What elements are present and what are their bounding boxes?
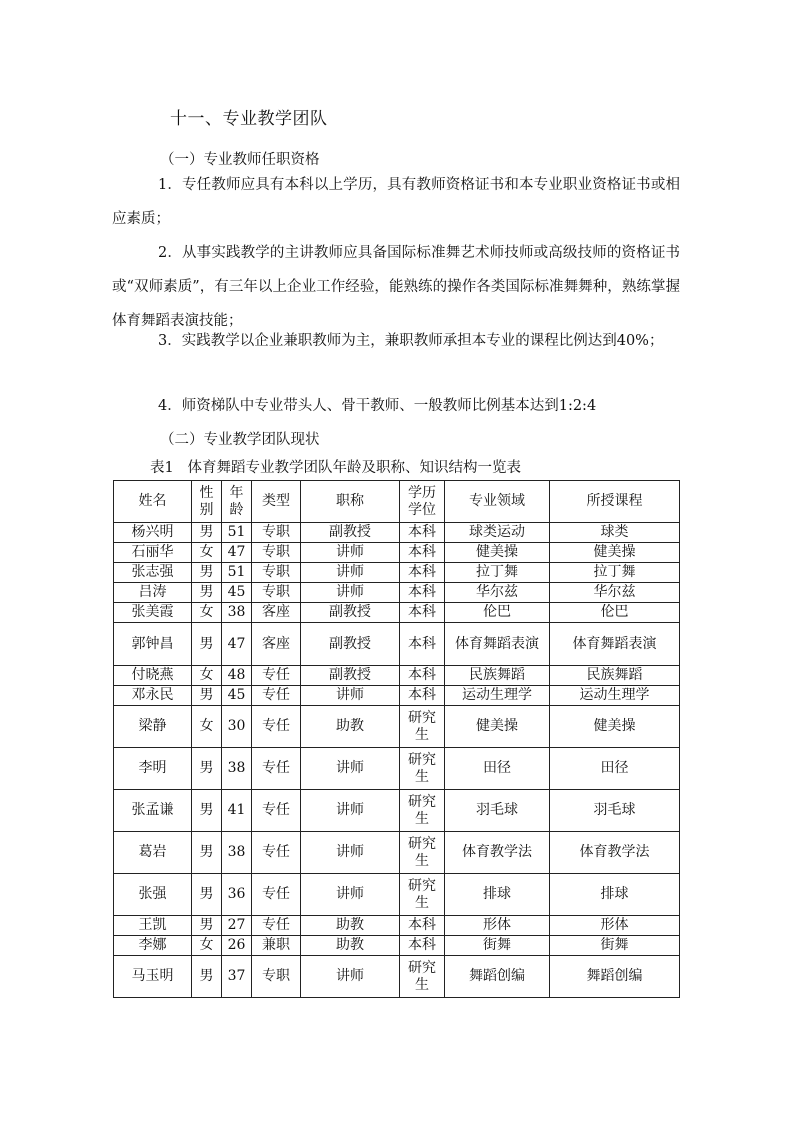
cell-title: 副教授 [301, 623, 400, 666]
cell-title: 助教 [301, 936, 400, 956]
cell-age: 38 [222, 832, 252, 874]
cell-type: 专任 [252, 666, 301, 686]
table-caption: 表1 体育舞蹈专业教学团队年龄及职称、知识结构一览表 [150, 460, 522, 476]
cell-title: 助教 [301, 706, 400, 748]
cell-title: 讲师 [301, 563, 400, 583]
cell-type: 专任 [252, 832, 301, 874]
cell-courses: 街舞 [550, 936, 680, 956]
cell-age: 27 [222, 916, 252, 936]
cell-age: 48 [222, 666, 252, 686]
cell-name: 付晓燕 [114, 666, 192, 686]
cell-courses: 羽毛球 [550, 790, 680, 832]
cell-name: 张孟谦 [114, 790, 192, 832]
cell-courses: 体育舞蹈表演 [550, 623, 680, 666]
cell-gender: 男 [192, 916, 222, 936]
cell-gender: 男 [192, 832, 222, 874]
cell-title: 讲师 [301, 748, 400, 790]
cell-age: 37 [222, 956, 252, 998]
cell-field: 民族舞蹈 [445, 666, 550, 686]
column-header-type: 类型 [252, 481, 301, 523]
table-row [114, 563, 680, 583]
cell-title: 讲师 [301, 874, 400, 916]
cell-field: 拉丁舞 [445, 563, 550, 583]
cell-degree: 研究生 [400, 956, 445, 998]
cell-gender: 女 [192, 706, 222, 748]
table-row [114, 832, 680, 874]
cell-field: 形体 [445, 916, 550, 936]
cell-age: 51 [222, 563, 252, 583]
qualification-item-3: 3．实践教学以企业兼职教师为主，兼职教师承担本专业的课程比例达到40%； [158, 333, 664, 349]
table-row [114, 523, 680, 543]
column-header-name: 姓名 [114, 481, 192, 523]
qualification-item-1: 1．专任教师应具有本科以上学历，具有教师资格证书和本专业职业资格证书或相应素质； [112, 177, 680, 227]
table-row [114, 623, 680, 666]
cell-title: 副教授 [301, 603, 400, 623]
column-header-degree: 学历学位 [400, 481, 445, 523]
subsection-qualifications-title: （一）专业教师任职资格 [160, 152, 320, 168]
cell-courses: 华尔兹 [550, 583, 680, 603]
cell-gender: 女 [192, 936, 222, 956]
cell-field: 伦巴 [445, 603, 550, 623]
cell-courses: 体育教学法 [550, 832, 680, 874]
cell-title: 副教授 [301, 666, 400, 686]
cell-field: 健美操 [445, 706, 550, 748]
cell-gender: 男 [192, 686, 222, 706]
cell-age: 51 [222, 523, 252, 543]
cell-name: 吕涛 [114, 583, 192, 603]
cell-name: 郭钟昌 [114, 623, 192, 666]
cell-type: 专任 [252, 748, 301, 790]
cell-gender: 女 [192, 543, 222, 563]
cell-name: 杨兴明 [114, 523, 192, 543]
table-row [114, 956, 680, 998]
cell-type: 专任 [252, 790, 301, 832]
cell-gender: 女 [192, 603, 222, 623]
cell-type: 兼职 [252, 936, 301, 956]
cell-courses: 舞蹈创编 [550, 956, 680, 998]
cell-title: 讲师 [301, 832, 400, 874]
cell-type: 专职 [252, 543, 301, 563]
cell-field: 球类运动 [445, 523, 550, 543]
cell-type: 专任 [252, 706, 301, 748]
cell-courses: 伦巴 [550, 603, 680, 623]
cell-name: 邓永民 [114, 686, 192, 706]
cell-courses: 拉丁舞 [550, 563, 680, 583]
cell-degree: 研究生 [400, 832, 445, 874]
cell-degree: 研究生 [400, 874, 445, 916]
cell-field: 健美操 [445, 543, 550, 563]
cell-gender: 男 [192, 748, 222, 790]
cell-degree: 本科 [400, 603, 445, 623]
cell-name: 石丽华 [114, 543, 192, 563]
cell-age: 45 [222, 686, 252, 706]
cell-title: 讲师 [301, 686, 400, 706]
cell-type: 专职 [252, 563, 301, 583]
cell-courses: 民族舞蹈 [550, 666, 680, 686]
cell-title: 讲师 [301, 543, 400, 563]
cell-degree: 研究生 [400, 748, 445, 790]
cell-type: 客座 [252, 603, 301, 623]
subsection-team-status-title: （二）专业教学团队现状 [160, 432, 320, 448]
cell-degree: 本科 [400, 583, 445, 603]
cell-type: 专任 [252, 686, 301, 706]
table-header-row [114, 481, 680, 523]
cell-type: 专职 [252, 523, 301, 543]
cell-type: 专任 [252, 916, 301, 936]
qualification-item-4: 4．师资梯队中专业带头人、骨干教师、一般教师比例基本达到1:2:4 [158, 398, 597, 414]
table-row [114, 583, 680, 603]
cell-type: 客座 [252, 623, 301, 666]
cell-title: 讲师 [301, 956, 400, 998]
cell-courses: 形体 [550, 916, 680, 936]
table-row [114, 874, 680, 916]
cell-age: 30 [222, 706, 252, 748]
cell-name: 张美霞 [114, 603, 192, 623]
cell-title: 助教 [301, 916, 400, 936]
cell-degree: 研究生 [400, 706, 445, 748]
cell-age: 38 [222, 748, 252, 790]
cell-field: 体育舞蹈表演 [445, 623, 550, 666]
cell-age: 47 [222, 623, 252, 666]
cell-gender: 男 [192, 623, 222, 666]
cell-degree: 本科 [400, 666, 445, 686]
cell-name: 葛岩 [114, 832, 192, 874]
cell-degree: 本科 [400, 623, 445, 666]
cell-name: 张志强 [114, 563, 192, 583]
cell-field: 羽毛球 [445, 790, 550, 832]
cell-title: 讲师 [301, 790, 400, 832]
section-title: 十一、专业教学团队 [170, 109, 328, 129]
cell-age: 45 [222, 583, 252, 603]
cell-type: 专职 [252, 583, 301, 603]
table-row [114, 706, 680, 748]
table-row [114, 543, 680, 563]
cell-age: 38 [222, 603, 252, 623]
cell-courses: 运动生理学 [550, 686, 680, 706]
cell-field: 排球 [445, 874, 550, 916]
cell-type: 专任 [252, 874, 301, 916]
cell-gender: 男 [192, 563, 222, 583]
cell-gender: 男 [192, 583, 222, 603]
cell-degree: 本科 [400, 916, 445, 936]
cell-title: 副教授 [301, 523, 400, 543]
cell-field: 运动生理学 [445, 686, 550, 706]
column-header-title: 职称 [301, 481, 400, 523]
cell-age: 47 [222, 543, 252, 563]
cell-gender: 男 [192, 523, 222, 543]
column-header-age: 年龄 [222, 481, 252, 523]
cell-field: 舞蹈创编 [445, 956, 550, 998]
cell-field: 田径 [445, 748, 550, 790]
cell-name: 马玉明 [114, 956, 192, 998]
cell-gender: 男 [192, 790, 222, 832]
cell-age: 41 [222, 790, 252, 832]
cell-courses: 排球 [550, 874, 680, 916]
qualification-item-2: 2．从事实践教学的主讲教师应具备国际标准舞艺术师技师或高级技师的资格证书或“双师素质”，有三年以上企业工作经验，能熟练的操作各类国际标准舞舞种，熟练掌握体育舞蹈表演技能； [112, 245, 680, 329]
cell-title: 讲师 [301, 583, 400, 603]
cell-courses: 健美操 [550, 706, 680, 748]
table-row [114, 686, 680, 706]
table-row [114, 603, 680, 623]
cell-field: 街舞 [445, 936, 550, 956]
cell-gender: 女 [192, 666, 222, 686]
cell-gender: 男 [192, 874, 222, 916]
cell-courses: 田径 [550, 748, 680, 790]
table-row [114, 748, 680, 790]
cell-degree: 本科 [400, 563, 445, 583]
cell-name: 张强 [114, 874, 192, 916]
table-row [114, 790, 680, 832]
cell-field: 体育教学法 [445, 832, 550, 874]
cell-age: 26 [222, 936, 252, 956]
cell-field: 华尔兹 [445, 583, 550, 603]
cell-name: 李明 [114, 748, 192, 790]
table-row [114, 666, 680, 686]
cell-age: 36 [222, 874, 252, 916]
cell-courses: 健美操 [550, 543, 680, 563]
cell-name: 梁静 [114, 706, 192, 748]
column-header-gender: 性别 [192, 481, 222, 523]
table-row [114, 936, 680, 956]
cell-degree: 本科 [400, 936, 445, 956]
cell-degree: 本科 [400, 523, 445, 543]
cell-name: 李娜 [114, 936, 192, 956]
column-header-courses: 所授课程 [550, 481, 680, 523]
column-header-field: 专业领域 [445, 481, 550, 523]
cell-degree: 研究生 [400, 790, 445, 832]
cell-degree: 本科 [400, 543, 445, 563]
table-row [114, 916, 680, 936]
cell-degree: 本科 [400, 686, 445, 706]
cell-type: 专职 [252, 956, 301, 998]
teaching-team-table [113, 480, 680, 998]
cell-gender: 男 [192, 956, 222, 998]
cell-name: 王凯 [114, 916, 192, 936]
cell-courses: 球类 [550, 523, 680, 543]
